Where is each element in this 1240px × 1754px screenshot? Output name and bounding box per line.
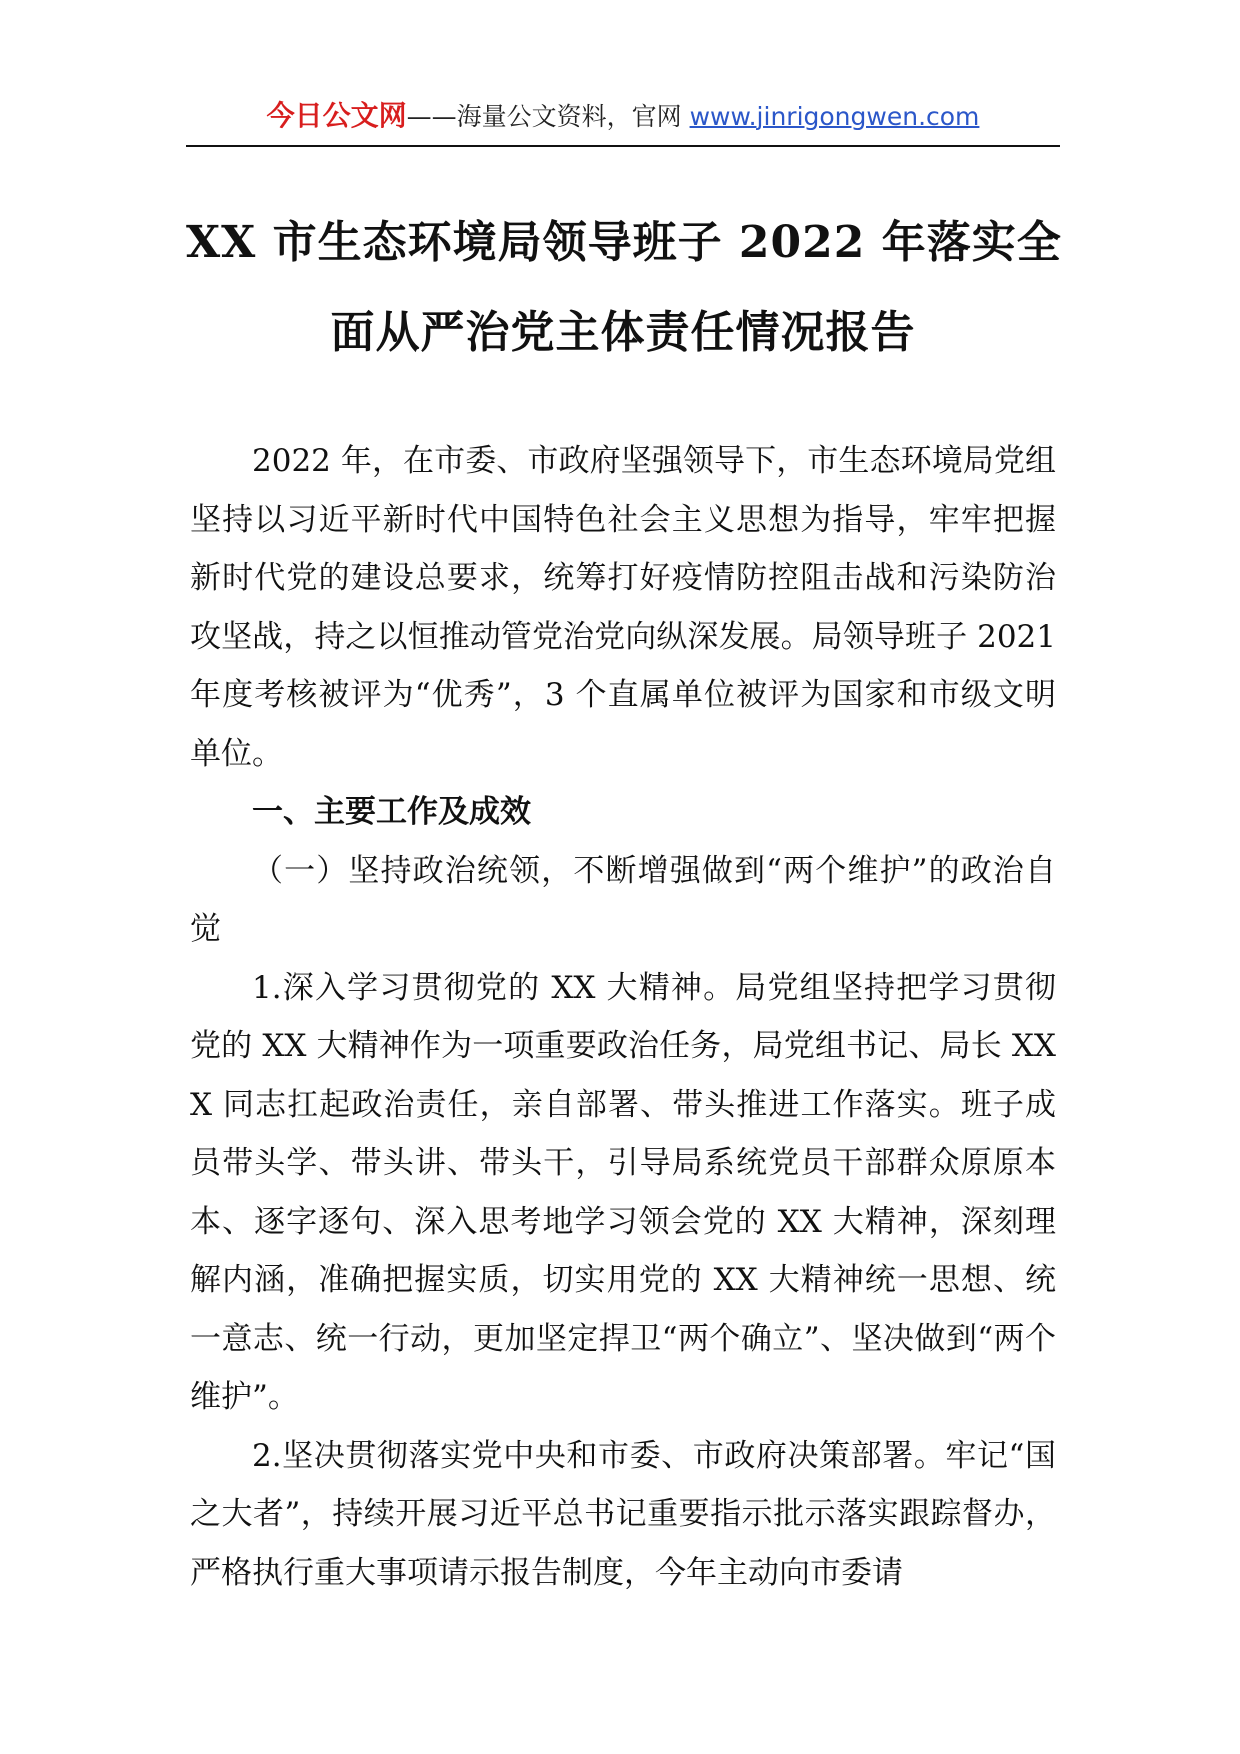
section-heading: 一、主要工作及成效 (252, 794, 531, 830)
header-divider (186, 145, 1060, 147)
site-header (186, 96, 1060, 142)
title-line-1: XX 市生态环境局领导班子 2022 年落实全 (186, 217, 1062, 268)
site-url-link[interactable]: www.jinrigongwen.com (689, 102, 980, 131)
item-1-paragraph: 1.深入学习贯彻党的 XX 大精神。局党组坚持把学习贯彻党的 XX 大精神作为一项重要政治任务，局党组书记、局长 XXX 同志扛起政治责任，亲自部署、带头推进工作落实。班子成员带头学、带头讲、带头干，引导局系统党员干部群众原原本本、逐字逐句、深入思考地学习领会党的 XX 大精神，深刻理解内涵，准确把握实质，切实用党的 XX 大精神统一思想、统一意志、统一行动，更加坚定捍卫“两个确立”、坚决做到“两个维护”。 (190, 969, 1056, 1415)
intro-paragraph: 2022 年，在市委、市政府坚强领导下，市生态环境局党组坚持以习近平新时代中国特色社会主义思想为指导，牢牢把握新时代党的建设总要求，统筹打好疫情防控阻击战和污染防治攻坚战，持之以恒推动管党治党向纵深发展。局领导班子 2021 年度考核被评为“优秀”，3 个直属单位被评为国家和市级文明单位。 (190, 443, 1056, 772)
document-body (190, 432, 1056, 1602)
subsection-heading: （一）坚持政治统领，不断增强做到“两个维护”的政治自觉 (190, 852, 1056, 947)
document-title (186, 198, 1060, 378)
site-brand: 今日公文网 (266, 99, 407, 132)
site-tagline: ——海量公文资料，官网 (406, 102, 690, 131)
item-2-paragraph: 2.坚决贯彻落实党中央和市委、市政府决策部署。牢记“国之大者”，持续开展习近平总书记重要指示批示落实跟踪督办，严格执行重大事项请示报告制度，今年主动向市委请 (190, 1437, 1056, 1591)
title-line-2: 面从严治党主体责任情况报告 (330, 307, 916, 358)
